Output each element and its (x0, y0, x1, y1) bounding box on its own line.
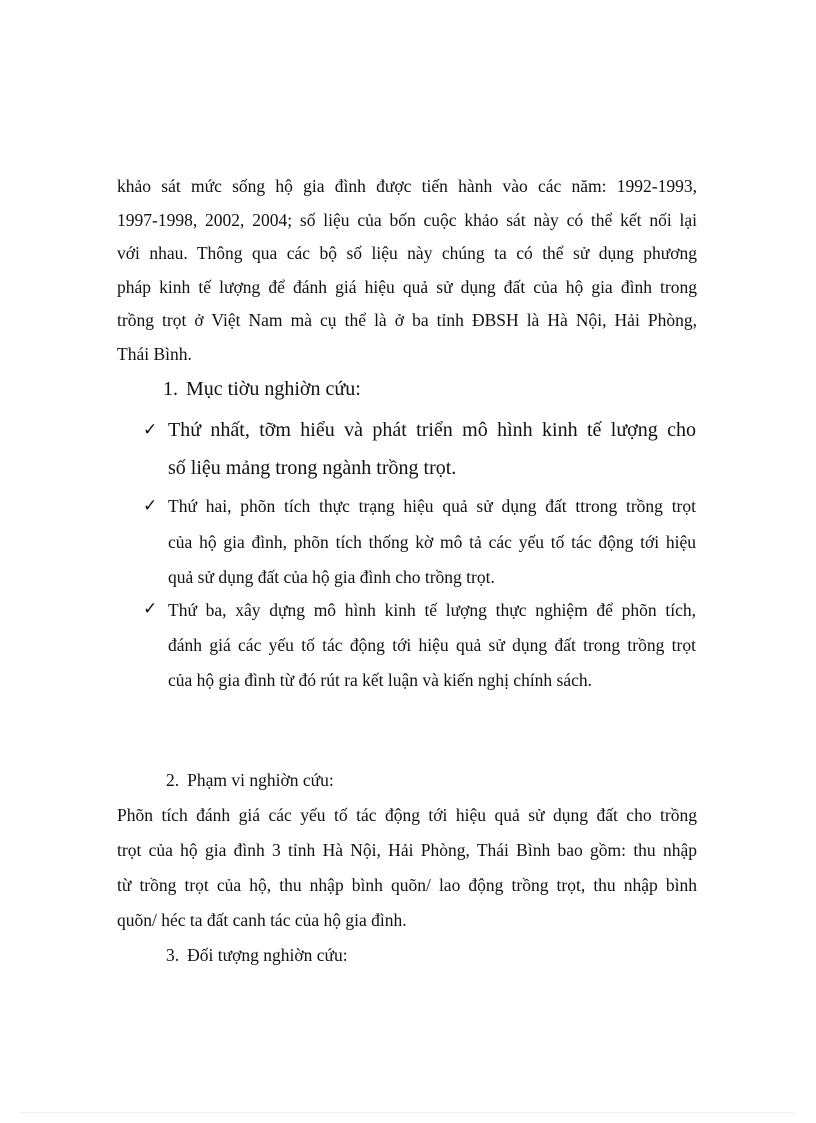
section-2-line-3: từ trồng trọt của hộ, thu nhập bình quõn/ lao động trồng trọt, thu nhập bình (117, 875, 697, 895)
intro-line-4: pháp kinh tế lượng để đánh giá hiệu quả sử dụng đất của hộ gia đình trong (117, 277, 697, 297)
section-1-heading (163, 375, 361, 403)
intro-line-5: trồng trọt ở Việt Nam mà cụ thể là ở ba tỉnh ĐBSH là Hà Nội, Hải Phòng, (117, 310, 697, 330)
checkmark-icon: ✓ (143, 599, 158, 619)
section-2-heading (166, 768, 334, 792)
bullet-2-line-3: quả sử dụng đất của hộ gia đình cho trồng trọt. (168, 567, 495, 587)
intro-line-1: khảo sát mức sống hộ gia đình được tiến hành vào các năm: 1992-1993, (117, 176, 697, 196)
section-3-title: Đối tượng nghiờn cứu: (187, 945, 348, 965)
section-2-line-2: trọt của hộ gia đình 3 tỉnh Hà Nội, Hải Phòng, Thái Bình bao gồm: thu nhập (117, 840, 697, 860)
bullet-1-line-2: số liệu mảng trong ngành trồng trọt. (168, 457, 457, 479)
bullet-3-line-2: đánh giá các yếu tố tác động tới hiệu quả sử dụng đất trong trồng trọt (168, 635, 696, 655)
page-bottom-border (20, 1112, 796, 1113)
section-1-number: 1. (163, 378, 178, 400)
checkmark-icon: ✓ (143, 420, 158, 440)
bullet-3-line-3: của hộ gia đình từ đó rút ra kết luận và kiến nghị chính sách. (168, 670, 593, 690)
bullet-2-line-1: Thứ hai, phõn tích thực trạng hiệu quả sử dụng đất ttrong trồng trọt (168, 496, 696, 516)
section-2-number: 2. (166, 770, 180, 790)
section-2-line-1: Phõn tích đánh giá các yếu tố tác động tới hiệu quả sử dụng đất cho trồng (117, 805, 697, 825)
section-2-title: Phạm vi nghiờn cứu: (187, 770, 334, 790)
checkmark-icon: ✓ (143, 496, 158, 516)
bullet-2-line-2: của hộ gia đình, phõn tích thống kờ mô tả các yếu tố tác động tới hiệu (168, 532, 696, 552)
bullet-1-line-1: Thứ nhất, tỡm hiểu và phát triển mô hình kinh tế lượng cho (168, 419, 696, 441)
section-3-heading (166, 943, 348, 967)
intro-line-2: 1997-1998, 2002, 2004; số liệu của bốn cuộc khảo sát này có thể kết nối lại (117, 210, 697, 230)
section-2-line-4: quõn/ héc ta đất canh tác của hộ gia đình. (117, 910, 407, 930)
section-1-title: Mục tiờu nghiờn cứu: (186, 378, 361, 400)
section-3-number: 3. (166, 945, 180, 965)
intro-line-6: Thái Bình. (117, 344, 192, 364)
intro-line-3: với nhau. Thông qua các bộ số liệu này chúng ta có thể sử dụng phương (117, 243, 697, 263)
bullet-3-line-1: Thứ ba, xây dựng mô hình kinh tế lượng thực nghiệm để phõn tích, (168, 600, 696, 620)
